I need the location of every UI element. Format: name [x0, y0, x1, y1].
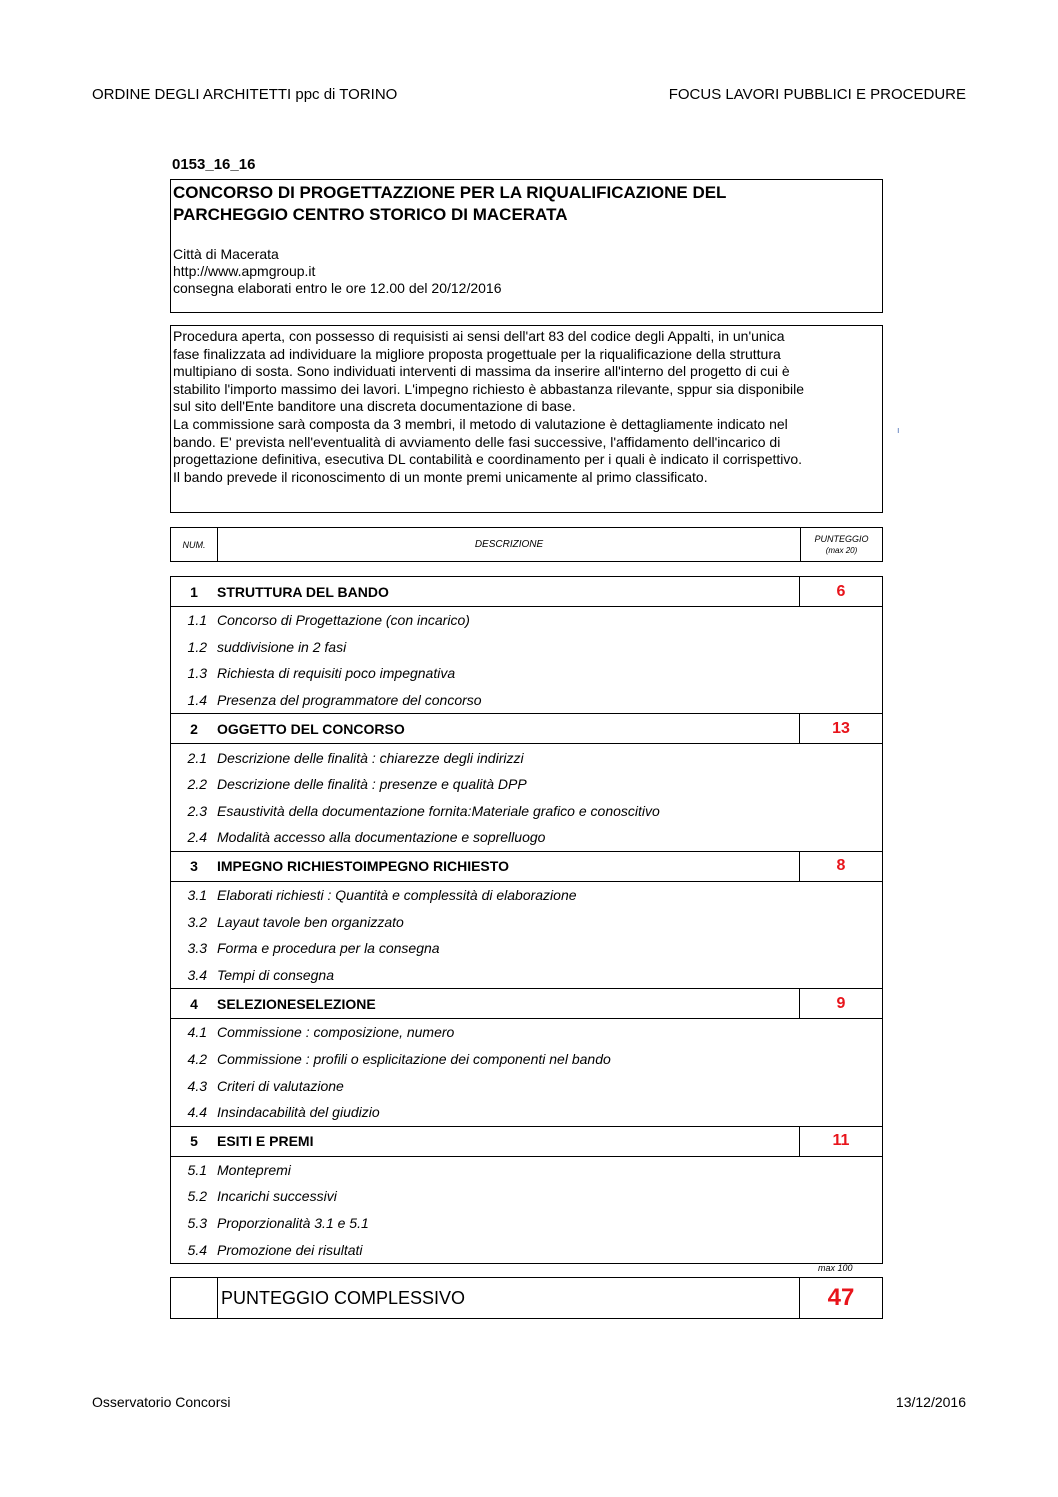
criterion-row	[171, 798, 882, 825]
criterion-text: Incarichi successivi	[217, 1188, 337, 1205]
criterion-number: 1.2	[187, 638, 207, 655]
section-row	[171, 1127, 882, 1157]
section-group	[171, 714, 882, 851]
criterion-text: Presenza del programmatore del concorso	[217, 692, 482, 709]
criterion-text: Modalità accesso alla documentazione e soprelluogo	[217, 829, 546, 846]
criterion-text: Forma e procedura per la consegna	[217, 940, 440, 957]
criterion-number: 2.2	[187, 776, 207, 793]
header-num: NUM.	[171, 528, 218, 561]
criterion-number: 3.1	[187, 887, 207, 904]
criterion-text: Commissione : composizione, numero	[217, 1024, 455, 1041]
criterion-text: Montepremi	[217, 1161, 291, 1178]
section-score: 13	[799, 714, 882, 743]
total-score: 47	[827, 1284, 855, 1311]
criterion-text: Criteri di valutazione	[217, 1077, 344, 1094]
criterion-text: suddivisione in 2 fasi	[217, 638, 347, 655]
page-title	[173, 182, 880, 226]
description-line: Il bando prevede il riconoscimento di un monte premi unicamente al primo classificato.	[173, 468, 708, 485]
margin-mark: ı	[897, 425, 900, 435]
footer-left: Osservatorio Concorsi	[92, 1394, 231, 1410]
max-note: max 100	[818, 1263, 853, 1273]
total-label: PUNTEGGIO COMPLESSIVO	[218, 1278, 800, 1318]
table-header	[170, 527, 883, 562]
criterion-row	[171, 1072, 882, 1099]
title-box	[170, 179, 883, 313]
section-number: 5	[190, 1133, 198, 1149]
criterion-number: 3.3	[187, 940, 207, 957]
criterion-number: 4.2	[187, 1051, 207, 1068]
description-line: fase finalizzata ad individuare la migliore proposta progettuale per la riqualificazione della struttura	[173, 345, 781, 362]
criterion-number: 2.3	[187, 802, 207, 819]
title-line-2: PARCHEGGIO CENTRO STORICO DI MACERATA	[173, 205, 568, 224]
section-title: STRUTTURA DEL BANDO	[217, 583, 389, 600]
criterion-number: 1.3	[187, 665, 207, 682]
description-line: progettazione definitiva, esecutiva DL contabilità e coordinamento per i quali è indicato il corrispettivo.	[173, 451, 803, 468]
header-score-max: (max 20)	[825, 545, 858, 555]
criterion-number: 1.1	[187, 612, 207, 629]
section-group	[171, 1127, 882, 1263]
description-line: bando. E' prevista nell'eventualità di avviamento delle fasi successive, l'affidamento dell'incarico di	[173, 433, 781, 450]
description-line: multipiano di sosta. Sono individuati interventi di massima da inserire all'interno del progetto di cui è	[173, 363, 790, 380]
total-num-cell	[171, 1278, 218, 1318]
criterion-text: Insindacabilità del giudizio	[217, 1104, 380, 1121]
criterion-text: Descrizione delle finalità : presenze e qualità DPP	[217, 776, 527, 793]
section-group	[171, 989, 882, 1126]
criterion-row	[171, 1046, 882, 1073]
title-meta	[173, 246, 880, 297]
criterion-text: Concorso di Progettazione (con incarico)	[217, 612, 470, 629]
total-row	[170, 1277, 883, 1319]
criterion-text: Promozione dei risultati	[217, 1241, 363, 1258]
section-title: OGGETTO DEL CONCORSO	[217, 720, 405, 737]
criterion-number: 2.1	[187, 749, 207, 766]
criterion-number: 5.4	[187, 1241, 207, 1258]
criterion-row	[171, 935, 882, 962]
document-code: 0153_16_16	[172, 156, 256, 173]
criterion-row	[171, 1236, 882, 1263]
header-description: DESCRIZIONE	[218, 528, 801, 561]
criterion-row	[171, 1183, 882, 1210]
criterion-text: Proporzionalità 3.1 e 5.1	[217, 1214, 369, 1231]
section-title: IMPEGNO RICHIESTOIMPEGNO RICHIESTO	[217, 858, 509, 875]
criterion-number: 5.2	[187, 1188, 207, 1205]
description-line: stabilito l'importo massimo dei lavori. L'impegno richiesto è abbastanza rilevante, sppur sia disponibile	[173, 380, 804, 397]
criterion-row	[171, 687, 882, 714]
section-row	[171, 714, 882, 744]
section-number: 4	[190, 995, 198, 1012]
section-row	[171, 989, 882, 1019]
criterion-row	[171, 607, 882, 634]
description-line: La commissione sarà composta da 3 membri, il metodo di valutazione è dettagliamente indicato nel	[173, 415, 788, 432]
criterion-text: Tempi di consegna	[217, 966, 335, 983]
criterion-text: Elaborati richiesti : Quantità e complessità di elaborazione	[217, 887, 577, 904]
section-title: ESITI E PREMI	[217, 1133, 314, 1149]
criterion-number: 1.4	[187, 692, 207, 709]
section-title: SELEZIONESELEZIONE	[217, 995, 376, 1012]
entity-name: Città di Macerata	[173, 246, 279, 262]
criterion-number: 4.1	[187, 1024, 207, 1041]
title-line-1: CONCORSO DI PROGETTAZZIONE PER LA RIQUALIFICAZIONE DEL	[173, 183, 727, 202]
section-number: 1	[190, 583, 198, 600]
criterion-row	[171, 634, 882, 661]
header-score	[801, 528, 882, 561]
criterion-row	[171, 1019, 882, 1046]
criterion-number: 4.3	[187, 1077, 207, 1094]
criterion-row	[171, 882, 882, 909]
criterion-number: 3.2	[187, 913, 207, 930]
criterion-text: Commissione : profili o esplicitazione dei componenti nel bando	[217, 1051, 611, 1068]
criterion-text: Layaut tavole ben organizzato	[217, 913, 404, 930]
description-line: Procedura aperta, con possesso di requisisti ai sensi dell'art 83 del codice degli Appalti, in un'unica	[173, 328, 785, 344]
description-box	[170, 325, 883, 513]
criterion-text: Descrizione delle finalità : chiarezze degli indirizzi	[217, 749, 524, 766]
entity-url[interactable]: http://www.apmgroup.it	[173, 263, 316, 279]
section-score: 9	[799, 989, 882, 1018]
section-number: 2	[190, 720, 198, 737]
section-row	[171, 852, 882, 882]
description-line: sul sito dell'Ente banditore una discreta documentazione di base.	[173, 398, 576, 415]
criterion-number: 5.1	[187, 1161, 207, 1178]
criterion-number: 4.4	[187, 1104, 207, 1121]
header-score-label: PUNTEGGIO	[814, 533, 869, 544]
criterion-number: 3.4	[187, 966, 207, 983]
criterion-row	[171, 771, 882, 798]
criterion-row	[171, 962, 882, 989]
criterion-row	[171, 744, 882, 771]
deadline-text: consegna elaborati entro le ore 12.00 del 20/12/2016	[173, 280, 502, 296]
criterion-row	[171, 908, 882, 935]
criterion-number: 5.3	[187, 1214, 207, 1231]
section-number: 3	[190, 858, 198, 875]
header-left: ORDINE DEGLI ARCHITETTI ppc di TORINO	[92, 86, 398, 103]
section-score: 8	[799, 852, 882, 881]
criterion-row	[171, 1210, 882, 1237]
section-row	[171, 577, 882, 607]
section-group	[171, 852, 882, 989]
section-group	[171, 577, 882, 714]
criterion-row	[171, 1157, 882, 1184]
criterion-number: 2.4	[187, 829, 207, 846]
section-score: 6	[799, 577, 882, 606]
footer-right: 13/12/2016	[895, 1394, 966, 1410]
criterion-row	[171, 660, 882, 687]
section-score: 11	[799, 1127, 882, 1156]
criterion-row	[171, 824, 882, 851]
score-table	[170, 576, 883, 1264]
criterion-row	[171, 1099, 882, 1126]
header-right: FOCUS LAVORI PUBBLICI E PROCEDURE	[668, 86, 966, 103]
criterion-text: Esaustività della documentazione fornita:Materiale grafico e conoscitivo	[217, 802, 660, 819]
criterion-text: Richiesta di requisiti poco impegnativa	[217, 665, 456, 682]
